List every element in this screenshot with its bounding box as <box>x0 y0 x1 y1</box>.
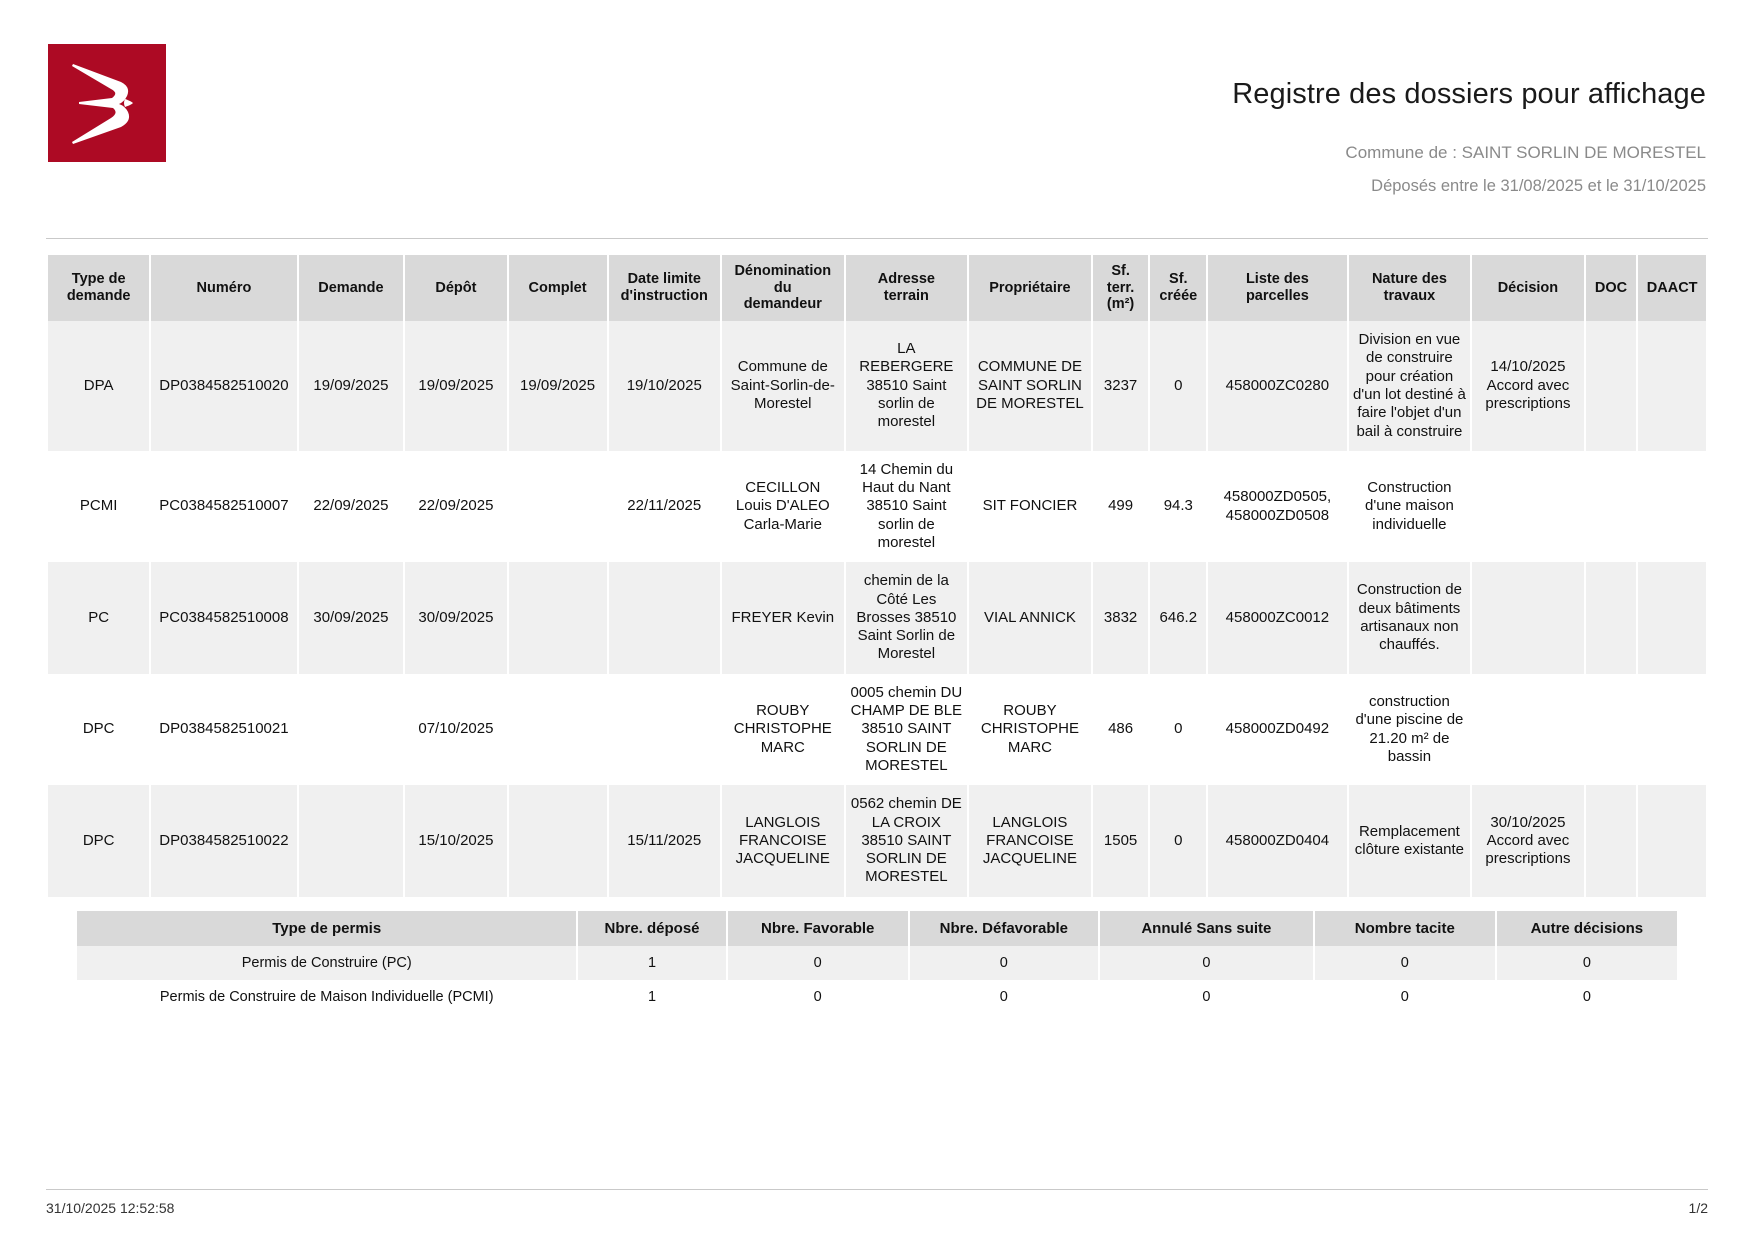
cell-sf-terr: 1505 <box>1093 785 1149 896</box>
cell-decision <box>1472 451 1583 562</box>
summary-col-favorable: Nbre. Favorable <box>728 911 908 946</box>
table-row <box>48 321 1706 451</box>
summary-section <box>46 911 1708 1014</box>
register-header-row <box>48 255 1706 321</box>
cell-sf-terr: 486 <box>1093 674 1149 785</box>
cell-daact <box>1638 562 1706 673</box>
col-header-adresse: Adresse terrain <box>846 255 968 321</box>
cell-adresse: chemin de la Côté Les Brosses 38510 Saint Sorlin de Morestel <box>846 562 968 673</box>
summary-cell-depose: 1 <box>578 980 725 1014</box>
summary-cell-tacite: 0 <box>1315 980 1495 1014</box>
footer-timestamp: 31/10/2025 12:52:58 <box>46 1200 175 1216</box>
cell-doc <box>1586 321 1637 451</box>
summary-cell-type: Permis de Construire de Maison Individuelle (PCMI) <box>77 980 576 1014</box>
summary-table <box>75 911 1679 1014</box>
col-header-proprietaire: Propriétaire <box>969 255 1091 321</box>
summary-cell-annule: 0 <box>1100 946 1313 980</box>
cell-parcelles: 458000ZD0492 <box>1208 674 1346 785</box>
period-line: Déposés entre le 31/08/2025 et le 31/10/2025 <box>1371 177 1706 195</box>
cell-adresse: 0005 chemin DU CHAMP DE BLE 38510 SAINT SORLIN DE MORESTEL <box>846 674 968 785</box>
summary-col-annule: Annulé Sans suite <box>1100 911 1313 946</box>
summary-row <box>77 946 1677 980</box>
register-table <box>46 255 1708 897</box>
cell-complet <box>509 562 607 673</box>
document-header <box>46 0 1708 230</box>
cell-adresse: LA REBERGERE 38510 Saint sorlin de morestel <box>846 321 968 451</box>
footer-divider <box>46 1189 1708 1190</box>
cell-demande: 19/09/2025 <box>299 321 404 451</box>
cell-denomination: LANGLOIS FRANCOISE JACQUELINE <box>722 785 844 896</box>
cell-date-limite: 22/11/2025 <box>609 451 720 562</box>
summary-col-type: Type de permis <box>77 911 576 946</box>
cell-parcelles: 458000ZC0012 <box>1208 562 1346 673</box>
col-header-daact: DAACT <box>1638 255 1706 321</box>
col-header-numero: Numéro <box>151 255 296 321</box>
summary-col-defavorable: Nbre. Défavorable <box>910 911 1098 946</box>
cell-proprietaire: LANGLOIS FRANCOISE JACQUELINE <box>969 785 1091 896</box>
cell-proprietaire: COMMUNE DE SAINT SORLIN DE MORESTEL <box>969 321 1091 451</box>
cell-proprietaire: VIAL ANNICK <box>969 562 1091 673</box>
cell-complet <box>509 674 607 785</box>
table-row <box>48 785 1706 896</box>
col-header-denomination: Dénomination du demandeur <box>722 255 844 321</box>
summary-cell-annule: 0 <box>1100 980 1313 1014</box>
summary-cell-autre: 0 <box>1497 980 1677 1014</box>
cell-sf-creee: 0 <box>1150 321 1206 451</box>
summary-cell-favorable: 0 <box>728 946 908 980</box>
summary-cell-defavorable: 0 <box>910 980 1098 1014</box>
table-row <box>48 562 1706 673</box>
cell-decision <box>1472 562 1583 673</box>
col-header-sf-creee: Sf. créée <box>1150 255 1206 321</box>
cell-complet <box>509 451 607 562</box>
summary-table-body <box>77 946 1677 1014</box>
footer-page-number: 1/2 <box>1688 1200 1708 1216</box>
cell-numero: PC0384582510008 <box>151 562 296 673</box>
cell-denomination: FREYER Kevin <box>722 562 844 673</box>
cell-depot: 07/10/2025 <box>405 674 506 785</box>
cell-doc <box>1586 674 1637 785</box>
cell-numero: DP0384582510021 <box>151 674 296 785</box>
cell-type-demande: DPA <box>48 321 149 451</box>
table-row <box>48 674 1706 785</box>
summary-row <box>77 980 1677 1014</box>
cell-decision: 14/10/2025 Accord avec prescriptions <box>1472 321 1583 451</box>
cell-denomination: ROUBY CHRISTOPHE MARC <box>722 674 844 785</box>
cell-parcelles: 458000ZC0280 <box>1208 321 1346 451</box>
cell-doc <box>1586 451 1637 562</box>
cell-decision: 30/10/2025 Accord avec prescriptions <box>1472 785 1583 896</box>
cell-adresse: 14 Chemin du Haut du Nant 38510 Saint sorlin de morestel <box>846 451 968 562</box>
cell-sf-terr: 3832 <box>1093 562 1149 673</box>
cell-nature: Division en vue de construire pour création d'un lot destiné à faire l'objet d'un bail à construire <box>1349 321 1471 451</box>
col-header-sf-terr: Sf. terr. (m²) <box>1093 255 1149 321</box>
cell-denomination: Commune de Saint-Sorlin-de-Morestel <box>722 321 844 451</box>
commune-line: Commune de : SAINT SORLIN DE MORESTEL <box>1345 143 1706 162</box>
cell-sf-creee: 94.3 <box>1150 451 1206 562</box>
cell-nature: Construction de deux bâtiments artisanaux non chauffés. <box>1349 562 1471 673</box>
cell-type-demande: DPC <box>48 785 149 896</box>
cell-demande <box>299 674 404 785</box>
summary-cell-autre: 0 <box>1497 946 1677 980</box>
summary-cell-type: Permis de Construire (PC) <box>77 946 576 980</box>
cell-date-limite: 15/11/2025 <box>609 785 720 896</box>
cell-nature: construction d'une piscine de 21.20 m² de bassin <box>1349 674 1471 785</box>
cell-numero: DP0384582510020 <box>151 321 296 451</box>
cell-nature: Remplacement clôture existante <box>1349 785 1471 896</box>
cell-denomination: CECILLON Louis D'ALEO Carla-Marie <box>722 451 844 562</box>
summary-col-tacite: Nombre tacite <box>1315 911 1495 946</box>
col-header-decision: Décision <box>1472 255 1583 321</box>
summary-col-autre: Autre décisions <box>1497 911 1677 946</box>
cell-daact <box>1638 321 1706 451</box>
cell-date-limite: 19/10/2025 <box>609 321 720 451</box>
cell-type-demande: DPC <box>48 674 149 785</box>
cell-demande: 30/09/2025 <box>299 562 404 673</box>
cell-demande <box>299 785 404 896</box>
col-header-date-limite: Date limite d'instruction <box>609 255 720 321</box>
cell-complet <box>509 785 607 896</box>
swallow-bird-logo-icon <box>48 44 166 162</box>
cell-demande: 22/09/2025 <box>299 451 404 562</box>
cell-sf-terr: 3237 <box>1093 321 1149 451</box>
cell-type-demande: PCMI <box>48 451 149 562</box>
cell-date-limite <box>609 562 720 673</box>
cell-proprietaire: ROUBY CHRISTOPHE MARC <box>969 674 1091 785</box>
cell-decision <box>1472 674 1583 785</box>
cell-numero: DP0384582510022 <box>151 785 296 896</box>
col-header-complet: Complet <box>509 255 607 321</box>
register-table-body <box>48 321 1706 897</box>
cell-depot: 30/09/2025 <box>405 562 506 673</box>
table-row <box>48 451 1706 562</box>
cell-sf-terr: 499 <box>1093 451 1149 562</box>
summary-cell-depose: 1 <box>578 946 725 980</box>
cell-depot: 19/09/2025 <box>405 321 506 451</box>
cell-proprietaire: SIT FONCIER <box>969 451 1091 562</box>
summary-cell-tacite: 0 <box>1315 946 1495 980</box>
cell-depot: 15/10/2025 <box>405 785 506 896</box>
cell-doc <box>1586 562 1637 673</box>
cell-parcelles: 458000ZD0404 <box>1208 785 1346 896</box>
cell-doc <box>1586 785 1637 896</box>
document-footer <box>46 1189 1708 1216</box>
cell-sf-creee: 0 <box>1150 674 1206 785</box>
col-header-demande: Demande <box>299 255 404 321</box>
col-header-doc: DOC <box>1586 255 1637 321</box>
col-header-type-demande: Type de demande <box>48 255 149 321</box>
cell-type-demande: PC <box>48 562 149 673</box>
cell-complet: 19/09/2025 <box>509 321 607 451</box>
cell-date-limite <box>609 674 720 785</box>
summary-col-depose: Nbre. déposé <box>578 911 725 946</box>
summary-cell-favorable: 0 <box>728 980 908 1014</box>
header-divider <box>46 238 1708 239</box>
cell-nature: Construction d'une maison individuelle <box>1349 451 1471 562</box>
cell-parcelles: 458000ZD0505, 458000ZD0508 <box>1208 451 1346 562</box>
col-header-parcelles: Liste des parcelles <box>1208 255 1346 321</box>
summary-header-row <box>77 911 1677 946</box>
cell-sf-creee: 0 <box>1150 785 1206 896</box>
cell-daact <box>1638 674 1706 785</box>
cell-daact <box>1638 785 1706 896</box>
col-header-depot: Dépôt <box>405 255 506 321</box>
col-header-nature: Nature des travaux <box>1349 255 1471 321</box>
page-title: Registre des dossiers pour affichage <box>1232 78 1706 110</box>
summary-cell-defavorable: 0 <box>910 946 1098 980</box>
cell-numero: PC0384582510007 <box>151 451 296 562</box>
cell-depot: 22/09/2025 <box>405 451 506 562</box>
header-text-block <box>1232 78 1706 196</box>
cell-daact <box>1638 451 1706 562</box>
cell-adresse: 0562 chemin DE LA CROIX 38510 SAINT SORLIN DE MORESTEL <box>846 785 968 896</box>
cell-sf-creee: 646.2 <box>1150 562 1206 673</box>
